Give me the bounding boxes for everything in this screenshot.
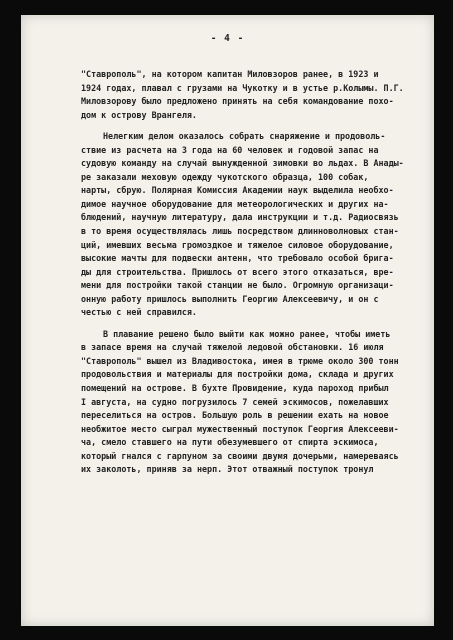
text-line: "Ставрополь", на котором капитан Миловзоров ранее, в 1923 и [81, 69, 379, 79]
text-line: высокие мачты для подвески антенн, что требовало особой брига- [81, 253, 394, 264]
text-line: судовую команду на случай вынужденной зимовки во льдах. В Анады- [81, 158, 404, 169]
page-number: - 4 - [210, 33, 245, 44]
text-line: ды для строительства. Пришлось от всего этого отказаться, вре- [81, 266, 394, 277]
text-line: который гнался с гарпуном за своими двумя дочерьми, намереваясь [81, 450, 399, 461]
text-line: ций, имевших весьма громоздкое и тяжелое силовое оборудование, [81, 239, 394, 250]
text-line: переселиться на остров. Большую роль в решении ехать на новое [81, 410, 389, 421]
text-line: Миловзорову было предложено принять на себя командование похо- [81, 96, 394, 107]
text-line: продовольствия и материалы для постройки дома, склада и других [81, 369, 394, 380]
text-line: мени для постройки такой станции не было. Огромную организаци- [81, 280, 394, 291]
document-page [21, 15, 434, 626]
text-line: димое научное оборудование для метеорологических и других на- [81, 198, 389, 209]
text-line: нарты, сбрую. Полярная Комиссия Академии наук выделила необхо- [81, 185, 394, 196]
paragraph [81, 68, 415, 122]
text-line: честью с ней справился. [81, 307, 197, 318]
text-line: необжитое место сыграл мужественный поступок Георгия Алексееви- [81, 423, 399, 434]
text-line: дом к острову Врангеля. [81, 109, 197, 120]
text-line: ча, смело ставшего на пути обезумевшего от спирта эскимоса, [81, 437, 379, 448]
text-line: Нелегким делом оказалось собрать снаряжение и продоволь- [103, 131, 386, 142]
text-line: помещений на острове. В бухте Провидение, куда пароход прибыл [81, 383, 389, 394]
paragraph [81, 328, 415, 477]
text-line: "Ставрополь" вышел из Владивостока, имея в трюме около 300 тонн [81, 355, 399, 366]
body-text [81, 68, 415, 477]
text-line: в запасе время на случай тяжелой ледовой обстановки. 16 июля [81, 342, 384, 353]
paragraph [81, 130, 415, 320]
text-line: ре заказали меховую одежду чукотского образца, 100 собак, [81, 171, 369, 182]
text-line: В плавание решено было выйти как можно ранее, чтобы иметь [103, 328, 391, 339]
text-line: онную работу пришлось выполнить Георгию Алексеевичу, и он с [81, 293, 379, 304]
text-line: I августа, на судно погрузилось 7 семей эскимосов, пожелавших [81, 396, 389, 407]
text-line: блюдений, научную литературу, дала инструкции и т.д. Радиосвязь [81, 212, 399, 223]
text-line: в то время осуществлялась лишь посредством длинноволновых стан- [81, 226, 399, 237]
text-line: 1924 годах, плавал с грузами на Чукотку и в устье р.Колымы. П.Г. [81, 82, 404, 93]
text-line: их заколоть, приняв за нерп. Этот отважный поступок тронул [81, 464, 374, 475]
text-line: ствие из расчета на 3 года на 60 человек и годовой запас на [81, 144, 379, 155]
